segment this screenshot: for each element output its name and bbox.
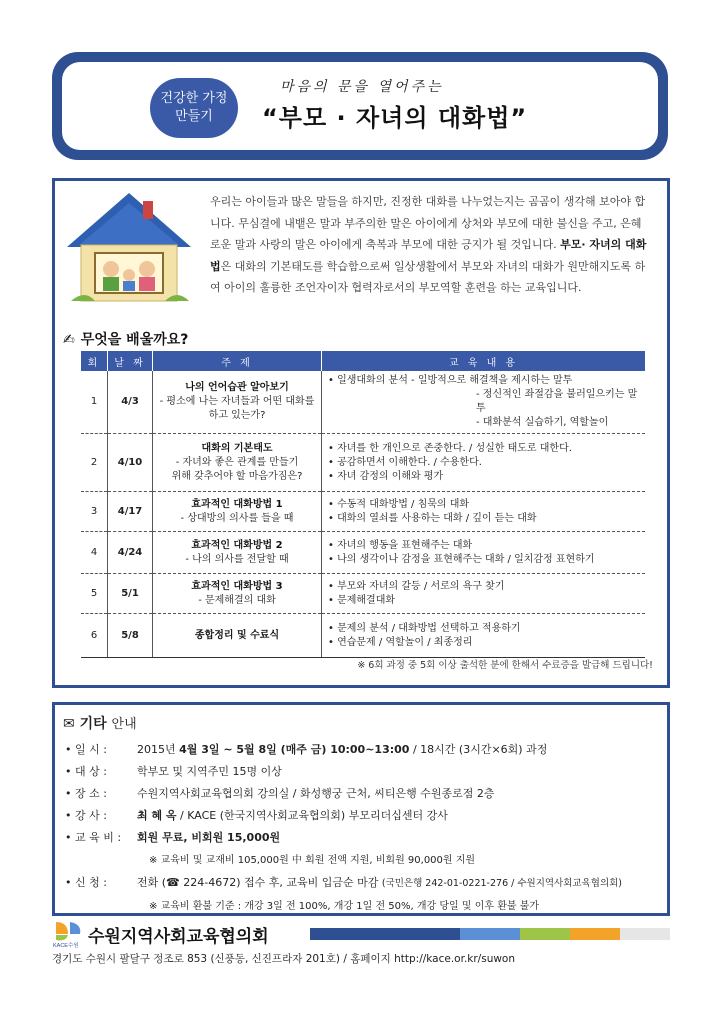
- info-box: [52, 702, 670, 916]
- schedule-table: [81, 351, 645, 658]
- table-row: [81, 532, 645, 574]
- topic-sub: - 상대방의 의사를 들을 때: [180, 512, 294, 524]
- section-title: [63, 329, 188, 349]
- info-label: • 교 육 비 :: [65, 831, 122, 844]
- session-date: 4/24: [108, 532, 153, 574]
- mail-icon: ✉: [63, 716, 80, 732]
- topic-title: 나의 언어습관 알아보기: [185, 382, 289, 393]
- intro-paragraph: [210, 191, 650, 299]
- info-value: 2015년: [137, 743, 180, 756]
- session-date: 4/3: [108, 371, 153, 434]
- info-label: • 강 사 :: [65, 809, 107, 822]
- fee-note: ※ 교육비 및 교재비 105,000원 中 회원 전액 지원, 비회원 90,000원 지원: [149, 855, 476, 866]
- stripe-segment: [520, 928, 570, 940]
- topic-title: 종합정리 및 수료식: [194, 629, 280, 641]
- kace-logo-icon: [52, 920, 86, 948]
- badge: [150, 78, 238, 138]
- session-content: [322, 532, 646, 574]
- address: 경기도 수원시 팔달구 정조로 853 (신풍동, 신진프라자 201호) / 홈페이지 http://kace.or.kr/suwon: [52, 953, 516, 965]
- session-content: [322, 574, 646, 614]
- session-content: [322, 371, 646, 434]
- content-line: • 부모와 자녀의 갈등 / 서로의 욕구 찾기: [328, 580, 505, 592]
- info-row-target: [65, 761, 622, 783]
- col-header-content: 교 육 내 용: [322, 351, 646, 371]
- info-label: • 일 시 :: [65, 743, 107, 756]
- header-banner: [52, 52, 668, 160]
- session-number: 1: [81, 371, 108, 434]
- info-row-refund: [65, 895, 622, 918]
- info-row-lecturer: [65, 805, 622, 827]
- section-title-text: 무엇을 배울까요?: [80, 332, 189, 348]
- stripe-segment: [570, 928, 620, 940]
- intro-text-2: 은 대화의 기본태도를 학습함으로써 일상생활에서 부모와 자녀의 대화가 원만해지도록 하여 아이의 훌륭한 조언자이자 협력자로서의 부모역할 훈련을 하는 교육입니다.: [210, 259, 646, 294]
- content-line: • 자녀의 행동을 표현해주는 대화: [328, 539, 473, 551]
- content-line: - 대화분석 실습하기, 역할놀이: [476, 417, 609, 428]
- topic-sub: 하고 있는가?: [208, 410, 266, 421]
- info-value: / 18시간 (3시간×6회) 과정: [409, 743, 548, 756]
- session-number: 2: [81, 434, 108, 492]
- session-content: [322, 492, 646, 532]
- info-title: [63, 713, 137, 733]
- intro-text-1: 우리는 아이들과 많은 말들을 하지만, 진정한 대화를 나누었는지는 곰곰이 생각해 보아야 합니다. 무심결에 내뱉은 말과 부주의한 말은 아이에게 상처와 부모에 대한 불신을 주고, 은혜로운 말과 사랑의 말은 아이에게 축복과 부모에 대한 긍지가 될 것입니다.: [210, 195, 646, 251]
- col-header-date: 날 짜: [108, 351, 153, 371]
- stripe-segment: [460, 928, 520, 940]
- info-value: 전화 (☎ 224-4672) 접수 후, 교육비 입금순 마감: [137, 876, 382, 889]
- session-number: 4: [81, 532, 108, 574]
- stripe-segment: [620, 928, 670, 940]
- session-content: [322, 614, 646, 658]
- session-topic: [153, 532, 322, 574]
- info-label: • 신 청 :: [65, 876, 107, 889]
- table-row: [81, 371, 645, 434]
- info-row-fee-note: [65, 849, 622, 872]
- topic-sub: - 나의 의사를 전달할 때: [185, 553, 289, 565]
- col-header-topic: 주 제: [153, 351, 322, 371]
- logo-text: KACE수원: [53, 943, 79, 948]
- lecturer-name: 최 혜 옥: [137, 809, 177, 822]
- session-topic: [153, 434, 322, 492]
- content-line: • 수동적 대화방법 / 침묵의 대화: [328, 498, 470, 510]
- content-line: • 자녀를 한 개인으로 존중한다. / 성실한 태도로 대한다.: [328, 442, 572, 454]
- content-line: • 대화의 열쇠를 사용하는 대화 / 깊이 듣는 대화: [328, 512, 537, 524]
- session-number: 6: [81, 614, 108, 658]
- session-date: 4/17: [108, 492, 153, 532]
- info-row-apply: [65, 872, 622, 895]
- session-number: 3: [81, 492, 108, 532]
- intro-bold: 부모· 자녀의 대화법: [210, 238, 647, 273]
- content-line: • 공감하면서 이해한다. / 수용한다.: [328, 456, 482, 468]
- content-line: • 연습문제 / 역할놀이 / 최종정리: [328, 636, 473, 648]
- badge-line2: 만들기: [175, 109, 213, 124]
- refund-note: ※ 교육비 환불 기준 : 개강 3일 전 100%, 개강 1일 전 50%, 개강 당일 및 이후 환불 불가: [149, 901, 540, 912]
- session-topic: [153, 492, 322, 532]
- info-label: • 대 상 :: [65, 765, 107, 778]
- info-value: / KACE (한국지역사회교육협의회) 부모리더십센터 강사: [176, 809, 448, 822]
- badge-line1: 건강한 가정: [160, 91, 228, 106]
- family-house-illustration: [65, 189, 193, 309]
- session-content: [322, 434, 646, 492]
- info-title-sub: 안내: [111, 717, 137, 732]
- info-value-bold: 회원 무료, 비회원 15,000원: [137, 831, 281, 844]
- session-date: 5/8: [108, 614, 153, 658]
- info-label: • 장 소 :: [65, 787, 107, 800]
- topic-title: 효과적인 대화방법 1: [191, 498, 283, 510]
- session-number: 5: [81, 574, 108, 614]
- certificate-note: ※ 6회 과정 중 5회 이상 출석한 분에 한해서 수료증을 발급해 드립니다!: [357, 660, 653, 671]
- session-date: 4/10: [108, 434, 153, 492]
- table-header-row: [81, 351, 645, 371]
- color-stripe: [310, 928, 670, 940]
- info-row-place: [65, 783, 622, 805]
- content-line: - 정신적인 좌절감을 불러일으키는 말투: [476, 389, 638, 414]
- session-topic: [153, 371, 322, 434]
- content-line: • 자녀 감정의 이해와 평가: [328, 470, 444, 482]
- header-inner: [62, 62, 658, 150]
- bank-info: (국민은행 242-01-0221-276 / 수원지역사회교육협의회): [381, 878, 623, 889]
- info-value-bold: 4월 3일 ~ 5월 8일 (매주 금) 10:00~13:00: [179, 743, 410, 756]
- content-line: • 문제의 분석 / 대화방법 선택하고 적용하기: [328, 622, 521, 634]
- topic-sub: - 평소에 나는 자녀들과 어떤 대화를: [159, 396, 315, 407]
- session-topic: [153, 614, 322, 658]
- session-topic: [153, 574, 322, 614]
- info-row-fee: [65, 827, 622, 849]
- page-subtitle: 마음의 문을 열어주는: [280, 79, 444, 95]
- table-row: [81, 434, 645, 492]
- topic-title: 대화의 기본태도: [201, 442, 273, 454]
- info-list: [65, 739, 622, 918]
- stripe-segment: [310, 928, 460, 940]
- org-name: 수원지역사회교육협의회: [88, 927, 269, 947]
- pencil-icon: ✍: [63, 332, 75, 348]
- content-line: • 문제해결대화: [328, 594, 396, 606]
- content-line: • 나의 생각이나 감정을 표현해주는 대화 / 일치감정 표현하기: [328, 553, 595, 565]
- table-row: [81, 492, 645, 532]
- table-row: [81, 574, 645, 614]
- topic-sub: 위해 갖추어야 할 마음가짐은?: [171, 470, 303, 482]
- topic-title: 효과적인 대화방법 3: [191, 580, 283, 592]
- curriculum-box: [52, 178, 670, 688]
- topic-title: 효과적인 대화방법 2: [191, 539, 283, 551]
- info-value: 학부모 및 지역주민 15명 이상: [137, 765, 282, 778]
- topic-sub: - 자녀와 좋은 관계를 만들기: [175, 456, 299, 468]
- info-title-text: 기타: [79, 716, 107, 732]
- col-header-session: 회: [81, 351, 108, 371]
- session-date: 5/1: [108, 574, 153, 614]
- info-row-schedule: [65, 739, 622, 761]
- table-row: [81, 614, 645, 658]
- info-value: 수원지역사회교육협의회 강의실 / 화성행궁 근처, 씨티은행 수원종로점 2층: [137, 787, 495, 800]
- content-line: • 일생대화의 분석 - 일방적으로 해결책을 제시하는 말투: [328, 375, 573, 386]
- topic-sub: - 문제해결의 대화: [198, 594, 276, 606]
- page-title: “부모 · 자녀의 대화법”: [262, 104, 528, 132]
